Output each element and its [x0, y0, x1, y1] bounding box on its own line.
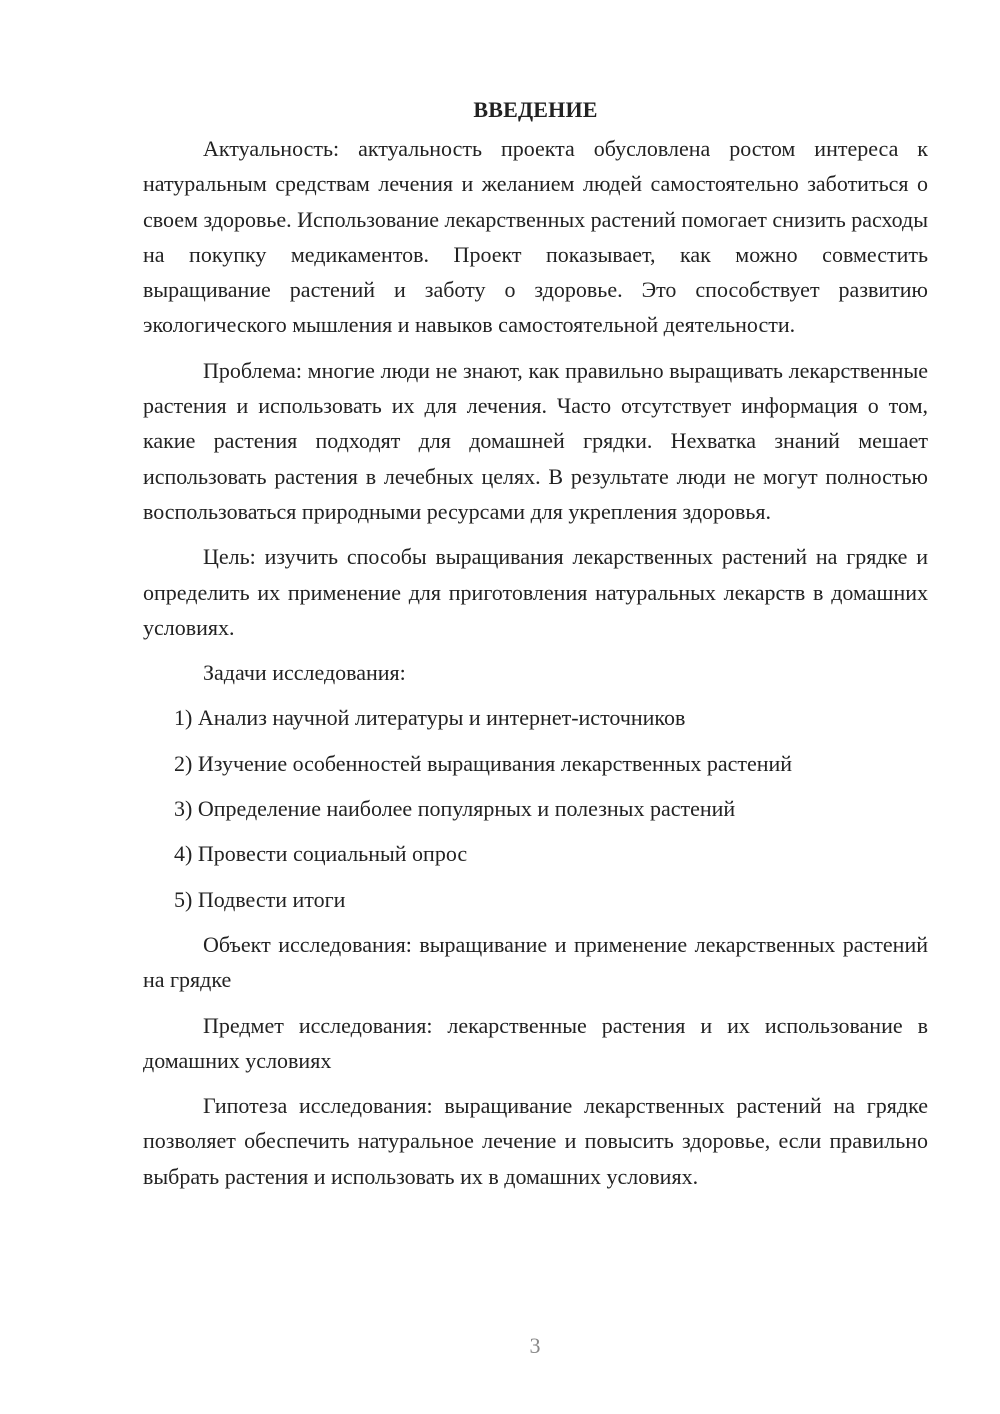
paragraph-problem: Проблема: многие люди не знают, как правильно выращивать лекарственные растения и использовать их для лечения. Часто отсутствует информация о том, какие растения подходят для домашней грядки. Нехватка знаний мешает использовать растения в лечебных целях. В результате люди не могут полностью воспользоваться природными ресурсами для укрепления здоровья. — [143, 357, 928, 524]
list-item: 4) Провести социальный опрос — [174, 841, 468, 867]
list-item: 3) Определение наиболее популярных и полезных растений — [174, 796, 736, 822]
paragraph-hypothesis: Гипотеза исследования: выращивание лекарственных растений на грядке позволяет обеспечить натуральное лечение и повысить здоровье, если правильно выбрать растения и использовать их в домашних условиях. — [143, 1093, 928, 1189]
page-number: 3 — [529, 1333, 541, 1358]
page-content — [143, 92, 928, 1204]
paragraph-relevance: Актуальность: актуальность проекта обусловлена ростом интереса к натуральным средствам лечения и желанием людей самостоятельно заботиться о своем здоровье. Использование лекарственных растений помогает снизить расходы на покупку медикаментов. Проект показывает, как можно совместить выращивание растений и заботу о здоровье. Это способствует развитию экологического мышления и навыков самостоятельной деятельности. — [143, 136, 928, 338]
list-item: 5) Подвести итоги — [174, 886, 346, 912]
list-item: 1) Анализ научной литературы и интернет-источников — [174, 705, 686, 731]
paragraph-object: Объект исследования: выращивание и применение лекарственных растений на грядке — [143, 931, 928, 993]
paragraph-goal: Цель: изучить способы выращивания лекарственных растений на грядке и определить их применение для приготовления натуральных лекарств в домашних условиях. — [143, 544, 928, 640]
tasks-heading: Задачи исследования: — [203, 660, 406, 686]
list-item: 2) Изучение особенностей выращивания лекарственных растений — [174, 750, 793, 776]
page-title: ВВЕДЕНИЕ — [473, 97, 598, 122]
tasks-list — [143, 700, 928, 916]
paragraph-subject: Предмет исследования: лекарственные растения и их использование в домашних условиях — [143, 1012, 928, 1073]
